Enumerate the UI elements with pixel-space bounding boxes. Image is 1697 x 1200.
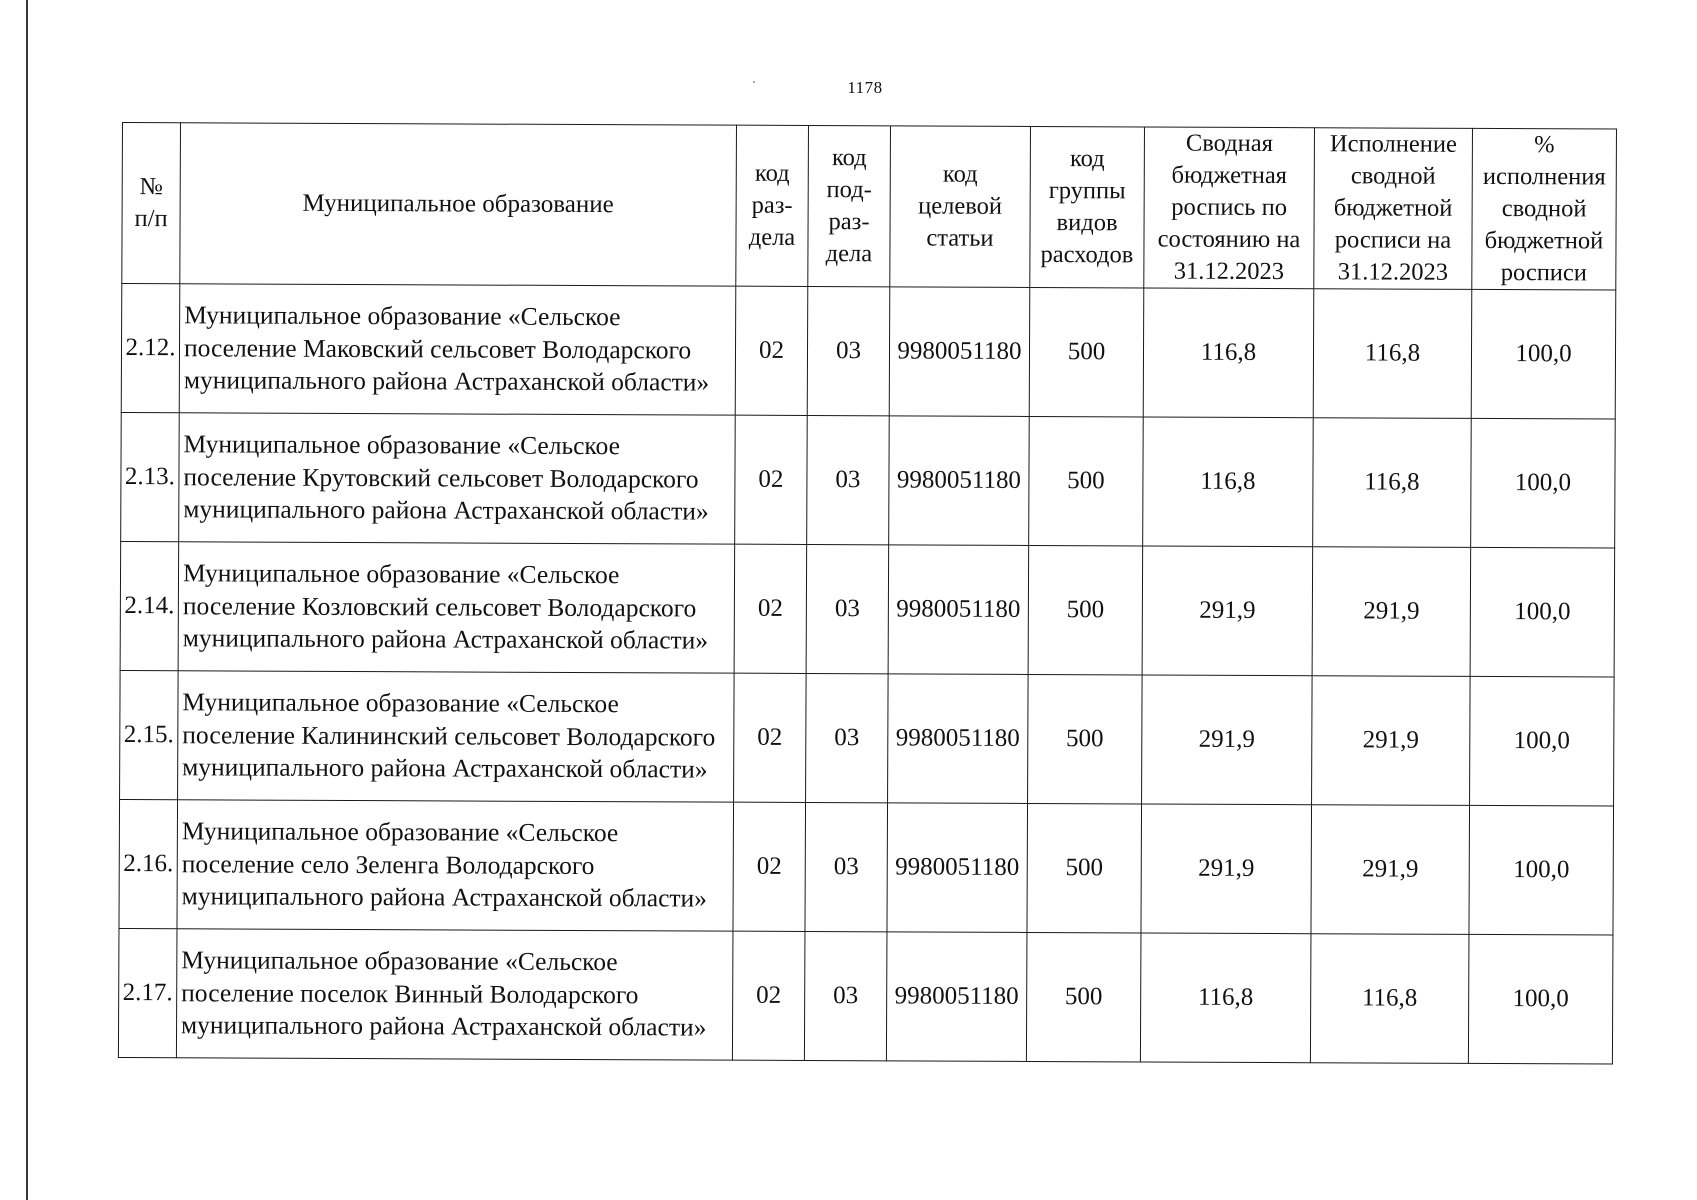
table-row <box>120 670 1615 806</box>
cell-expense-group-code: 500 <box>1028 674 1143 803</box>
cell-budget-schedule: 291,9 <box>1141 804 1312 934</box>
cell-section-code: 02 <box>735 286 808 415</box>
table-row <box>120 541 1615 677</box>
header-subsection-code: код под- раз- дела <box>808 125 891 286</box>
cell-budget-schedule: 116,8 <box>1140 933 1311 1063</box>
table-row <box>121 284 1616 420</box>
cell-budget-schedule: 116,8 <box>1143 417 1314 547</box>
cell-row-number: 2.15. <box>120 670 179 799</box>
cell-execution: 291,9 <box>1312 547 1471 677</box>
cell-execution: 116,8 <box>1313 418 1472 548</box>
cell-target-item-code: 9980051180 <box>889 416 1030 546</box>
cell-target-item-code: 9980051180 <box>889 287 1030 417</box>
cell-municipality: Муниципальное образование «Сельское поселение Маковский сельсовет Володарского муниципального района Астраханской области» <box>179 284 736 415</box>
header-municipality: Муниципальное образование <box>180 123 737 286</box>
cell-expense-group-code: 500 <box>1028 545 1143 674</box>
cell-execution-percent: 100,0 <box>1471 289 1616 419</box>
cell-municipality: Муниципальное образование «Сельское поселение Крутовский сельсовет Володарского муниципального района Астраханской области» <box>179 413 736 544</box>
header-section-code: код раз- дела <box>736 125 809 286</box>
cell-execution: 291,9 <box>1311 805 1470 935</box>
cell-row-number: 2.12. <box>121 284 180 413</box>
header-row-number: № п/п <box>122 123 181 284</box>
scan-edge-line <box>26 0 28 1200</box>
cell-subsection-code: 03 <box>806 544 889 673</box>
cell-expense-group-code: 500 <box>1029 287 1144 416</box>
cell-municipality: Муниципальное образование «Сельское поселение Козловский сельсовет Володарского муниципального района Астраханской области» <box>178 542 735 673</box>
cell-execution-percent: 100,0 <box>1469 805 1614 935</box>
table-row <box>121 412 1616 548</box>
cell-budget-schedule: 116,8 <box>1143 288 1314 418</box>
scan-speck <box>753 81 755 83</box>
cell-budget-schedule: 291,9 <box>1142 546 1313 676</box>
cell-budget-schedule: 291,9 <box>1142 675 1313 805</box>
cell-execution: 116,8 <box>1313 289 1472 419</box>
cell-target-item-code: 9980051180 <box>886 932 1027 1062</box>
cell-subsection-code: 03 <box>805 802 888 931</box>
cell-execution-percent: 100,0 <box>1468 934 1613 1064</box>
header-execution-percent: % исполнения сводной бюджетной росписи <box>1472 128 1617 290</box>
budget-execution-table <box>118 122 1617 1065</box>
cell-target-item-code: 9980051180 <box>888 545 1029 675</box>
cell-section-code: 02 <box>733 802 806 931</box>
page-number: 1178 <box>847 78 883 97</box>
cell-execution-percent: 100,0 <box>1470 547 1615 677</box>
header-expense-group-code: код группы видов расходов <box>1030 126 1145 287</box>
table-row <box>118 928 1613 1064</box>
header-execution: Исполнение сводной бюджетной росписи на 31.12.2023 <box>1314 128 1473 290</box>
cell-expense-group-code: 500 <box>1027 803 1142 932</box>
cell-row-number: 2.13. <box>121 412 180 541</box>
cell-subsection-code: 03 <box>807 415 890 544</box>
table-header-row <box>122 123 1617 291</box>
cell-section-code: 02 <box>734 544 807 673</box>
cell-subsection-code: 03 <box>804 931 887 1060</box>
cell-execution-percent: 100,0 <box>1471 418 1616 548</box>
cell-execution-percent: 100,0 <box>1470 676 1615 806</box>
cell-subsection-code: 03 <box>807 286 890 415</box>
cell-expense-group-code: 500 <box>1026 932 1141 1061</box>
cell-execution: 291,9 <box>1312 676 1471 806</box>
cell-section-code: 02 <box>734 673 807 802</box>
cell-municipality: Муниципальное образование «Сельское поселение село Зеленга Володарского муниципального района Астраханской области» <box>177 800 734 931</box>
cell-municipality: Муниципальное образование «Сельское поселение Калининский сельсовет Володарского муниципального района Астраханской области» <box>178 671 735 802</box>
table-row <box>119 799 1614 935</box>
cell-target-item-code: 9980051180 <box>887 803 1028 933</box>
cell-execution: 116,8 <box>1310 934 1469 1064</box>
cell-row-number: 2.14. <box>120 541 179 670</box>
cell-row-number: 2.17. <box>118 928 177 1057</box>
cell-municipality: Муниципальное образование «Сельское поселение поселок Винный Володарского муниципального района Астраханской области» <box>176 929 733 1060</box>
cell-target-item-code: 9980051180 <box>888 674 1029 804</box>
header-target-item-code: код целевой статьи <box>890 126 1031 288</box>
cell-expense-group-code: 500 <box>1029 416 1144 545</box>
cell-section-code: 02 <box>732 931 805 1060</box>
header-budget-schedule: Сводная бюджетная роспись по состоянию на 31.12.2023 <box>1144 127 1315 289</box>
cell-section-code: 02 <box>735 415 808 544</box>
cell-row-number: 2.16. <box>119 799 178 928</box>
cell-subsection-code: 03 <box>806 673 889 802</box>
